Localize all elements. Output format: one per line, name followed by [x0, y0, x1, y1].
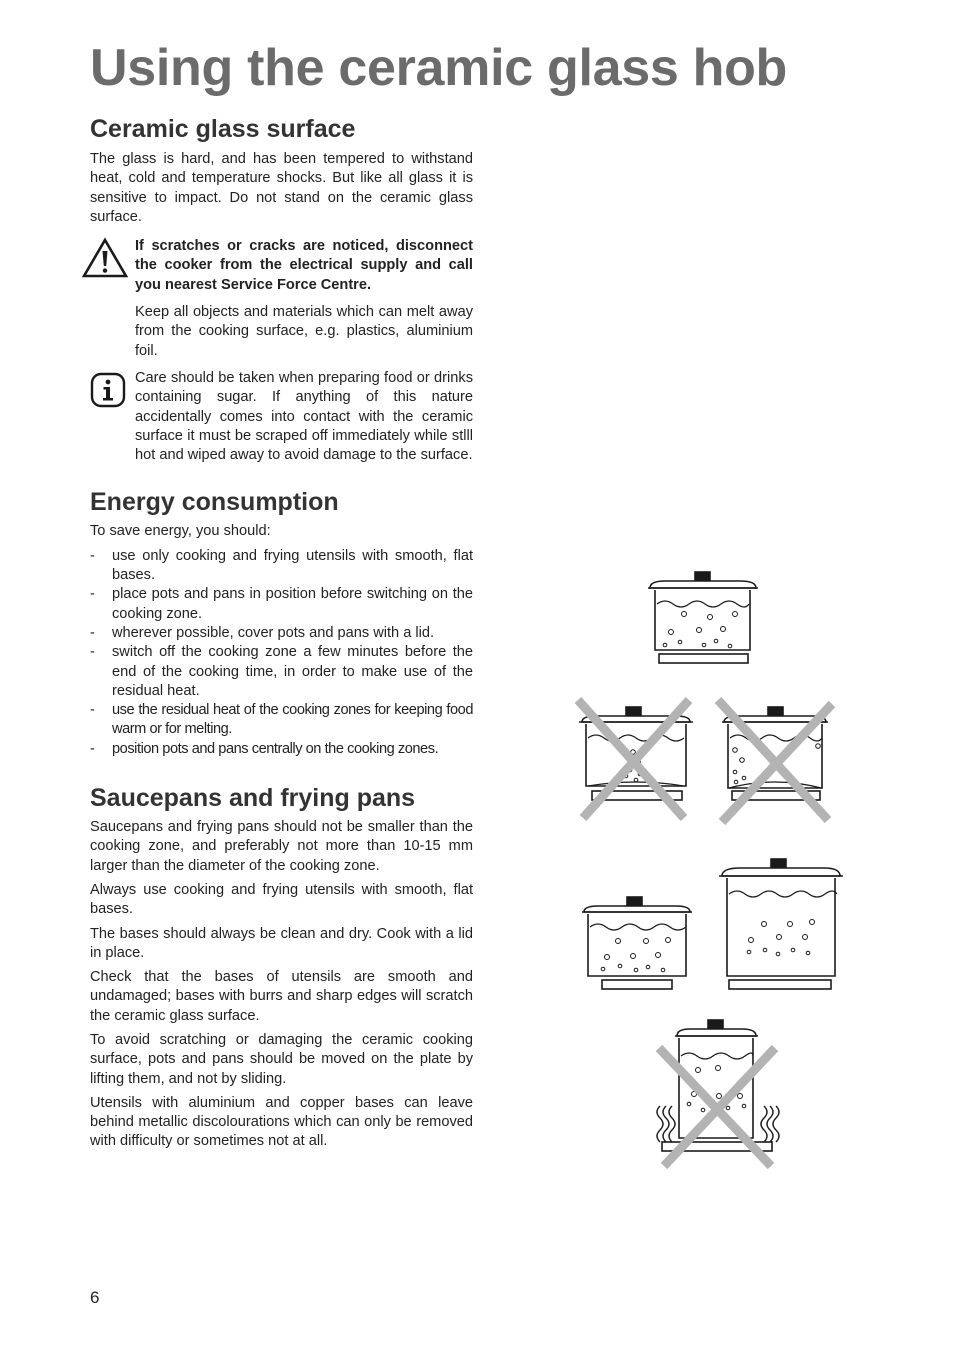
warning-follow-text: Keep all objects and materials which can melt away from the cooking surface, e.g. plastics, aluminium foil.	[135, 304, 473, 359]
pan-usage-illustration	[560, 560, 860, 1180]
heat-waves-right-icon	[761, 1106, 779, 1142]
saucepans-paragraph: Saucepans and frying pans should not be smaller than the cooking zone, and preferably not more than 10-15 mm larger than the diameter of the cooking zone.	[90, 819, 473, 874]
saucepans-paragraph: Always use cooking and frying utensils with smooth, flat bases.	[90, 881, 473, 918]
text-column	[90, 112, 473, 1152]
pot-correct-lidded	[648, 572, 758, 663]
page-title: Using the ceramic glass hob	[90, 39, 787, 97]
section-energy-consumption	[90, 485, 473, 759]
section-saucepans	[90, 781, 473, 1152]
saucepans-paragraph: Utensils with aluminium and copper bases can leave behind metallic discolourations which can only be removed with difficulty or sometimes not at all.	[90, 1094, 473, 1150]
list-item: - wherever possible, cover pots and pans with a lid.	[90, 624, 473, 643]
heading-energy-consumption: Energy consumption	[90, 488, 339, 517]
saucepans-paragraph: Check that the bases of utensils are smooth and undamaged; bases with burrs and sharp edges will scratch the ceramic glass surface.	[90, 969, 473, 1024]
energy-intro: To save energy, you should:	[90, 523, 271, 540]
section-ceramic-glass-surface	[90, 112, 473, 465]
saucepans-paragraph: To avoid scratching or damaging the ceramic cooking surface, pots and pans should be moved on the plate by lifting them, and not by sliding.	[90, 1031, 473, 1087]
heading-saucepans: Saucepans and frying pans	[90, 784, 416, 813]
page-number: 6	[90, 1288, 100, 1307]
list-item: - place pots and pans in position before switching on the cooking zone.	[90, 585, 473, 624]
heat-waves-left-icon	[657, 1106, 675, 1142]
pot-correct-large	[719, 859, 843, 989]
ceramic-intro-paragraph: The glass is hard, and has been tempered to withstand heat, cold and temperature shocks. But like all glass it is sensitive to impact. Do not stand on the ceramic glass surface.	[90, 151, 473, 225]
warning-triangle-icon	[82, 237, 128, 284]
warning-notice	[90, 237, 473, 361]
list-item: - use the residual heat of the cooking zones for keeping food warm or for melting.	[90, 701, 473, 740]
information-icon	[90, 372, 126, 413]
saucepans-paragraph: The bases should always be clean and dry. Cook with a lid in place.	[90, 925, 473, 961]
pot-incorrect-heat-loss	[662, 1020, 772, 1151]
info-text: Care should be taken when preparing food or drinks containing sugar. If anything of this nature accidentally comes into contact with the ceramic surface it must be scraped off immediately while stlll hot and wiped away to avoid damage to the surface.	[135, 369, 473, 464]
pot-correct-small	[582, 897, 692, 989]
warning-text: If scratches or cracks are noticed, disconnect the cooker from the electrical supply and call you nearest Service Force Centre.	[135, 238, 473, 293]
list-item: - use only cooking and frying utensils with smooth, flat bases.	[90, 547, 473, 586]
list-item: - switch off the cooking zone a few minutes before the end of the cooking time, in order to make use of the residual heat.	[90, 643, 473, 701]
list-item: - position pots and pans centrally on the cooking zones.	[90, 740, 473, 759]
info-notice	[90, 369, 473, 465]
energy-tips-list	[90, 547, 473, 759]
heading-ceramic-glass-surface: Ceramic glass surface	[90, 115, 356, 143]
